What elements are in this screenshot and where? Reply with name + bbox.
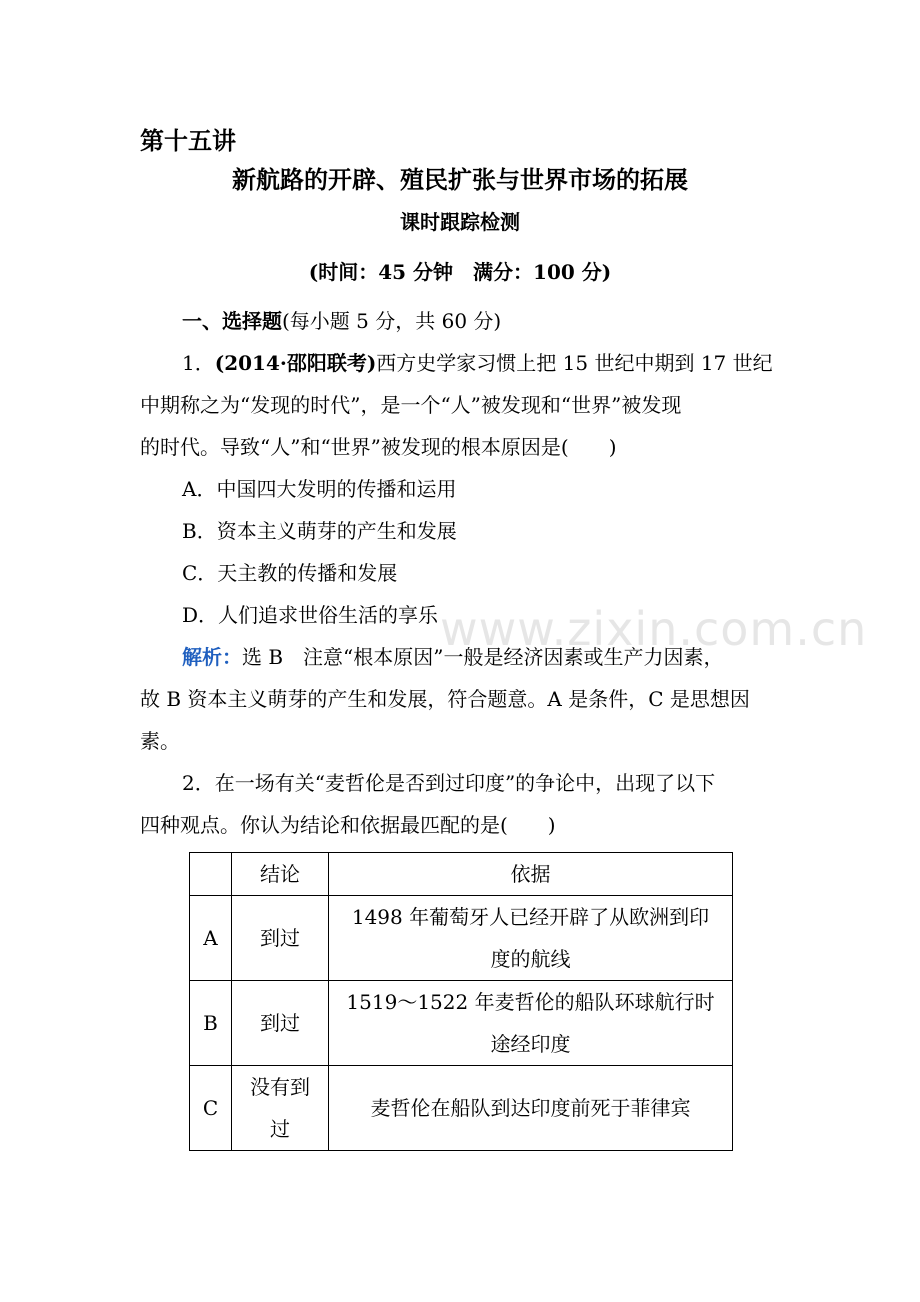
table-row <box>190 1066 733 1151</box>
table-header-cell: 依据 <box>329 853 733 896</box>
basis-line: 麦哲伦在船队到达印度前死于菲律宾 <box>370 1096 691 1120</box>
q1-text-1: 西方史学家习惯上把 15 世纪中期到 17 世纪 <box>376 351 773 375</box>
section-note: (每小题 5 分，共 60 分) <box>282 309 502 333</box>
q1-option-a: A．中国四大发明的传播和运用 <box>182 477 457 501</box>
page-subtitle: 课时跟踪检测 <box>400 210 520 234</box>
table-cell-basis <box>329 896 733 981</box>
q2-table <box>189 852 733 1151</box>
q1-analysis-line-3: 素。 <box>140 729 180 753</box>
time-info: (时间：45 分钟 满分：100 分) <box>308 260 612 284</box>
conclusion-line: 没有到 <box>250 1075 310 1099</box>
q1-analysis-line-2: 故 B 资本主义萌芽的产生和发展，符合题意。A 是条件，C 是思想因 <box>140 687 750 711</box>
table-cell-key: C <box>190 1066 232 1151</box>
conclusion-line: 过 <box>270 1117 290 1141</box>
watermark: www.zixin.com.cn <box>440 602 868 656</box>
q1-analysis-line-1 <box>182 636 724 678</box>
q2-line-1: 2．在一场有关“麦哲伦是否到过印度”的争论中，出现了以下 <box>182 771 716 795</box>
q2-line-2: 四种观点。你认为结论和依据最匹配的是( ) <box>140 813 556 837</box>
q1-option-d: D．人们追求世俗生活的享乐 <box>182 603 439 627</box>
lecture-number: 第十五讲 <box>140 126 236 155</box>
table-header-row <box>190 853 733 896</box>
basis-line: 1498 年葡萄牙人已经开辟了从欧洲到印 <box>351 905 710 929</box>
analysis-label: 解析： <box>182 645 242 669</box>
q1-option-c: C．天主教的传播和发展 <box>182 561 398 585</box>
table-cell-key: B <box>190 981 232 1066</box>
q1-line-3: 的时代。导致“人”和“世界”被发现的根本原因是( ) <box>140 435 617 459</box>
conclusion-line: 到过 <box>260 926 300 950</box>
q1-source: (2014·邵阳联考) <box>214 351 377 375</box>
section-heading: 一、选择题 <box>182 309 282 333</box>
table-header-cell <box>190 853 232 896</box>
table-cell-basis <box>329 1066 733 1151</box>
table-cell-key: A <box>190 896 232 981</box>
q1-line-1 <box>182 342 773 384</box>
table-cell-conclusion <box>232 981 329 1066</box>
table-cell-basis <box>329 981 733 1066</box>
page-title: 新航路的开辟、殖民扩张与世界市场的拓展 <box>232 165 688 194</box>
q1-number: 1． <box>182 351 215 375</box>
table-header-cell: 结论 <box>232 853 329 896</box>
conclusion-line: 到过 <box>260 1011 300 1035</box>
basis-line: 1519～1522 年麦哲伦的船队环球航行时 <box>346 990 715 1014</box>
table-cell-conclusion <box>232 1066 329 1151</box>
basis-line: 度的航线 <box>490 947 571 971</box>
table-row <box>190 896 733 981</box>
section-heading-line <box>182 300 501 342</box>
table-row <box>190 981 733 1066</box>
q1-line-2: 中期称之为“发现的时代”，是一个“人”被发现和“世界”被发现 <box>140 393 682 417</box>
analysis-text-1: 选 B 注意“根本原因”一般是经济因素或生产力因素， <box>242 645 724 669</box>
q1-option-b: B．资本主义萌芽的产生和发展 <box>182 519 457 543</box>
basis-line: 途经印度 <box>490 1032 571 1056</box>
table-cell-conclusion <box>232 896 329 981</box>
